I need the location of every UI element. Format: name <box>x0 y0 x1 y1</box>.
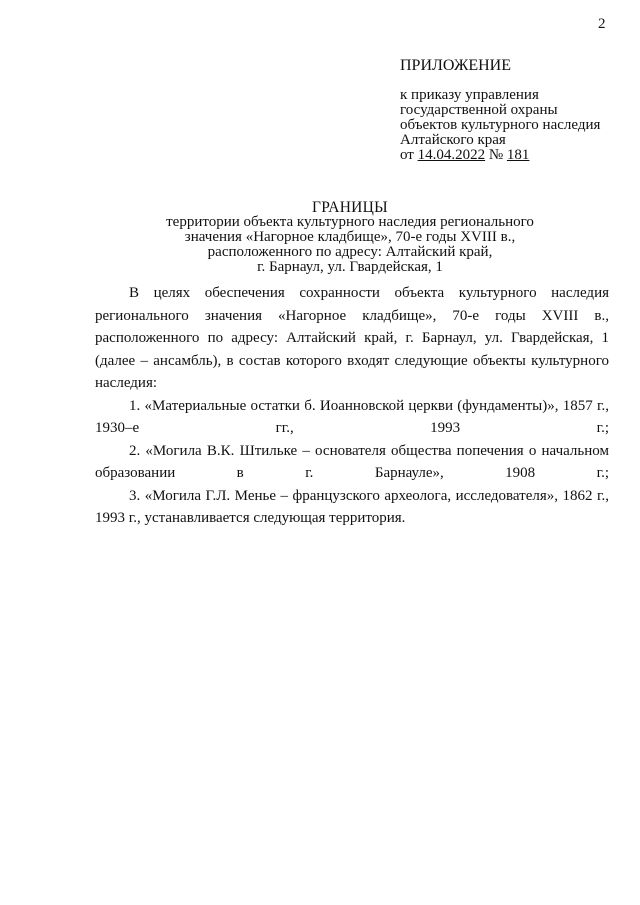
intro-paragraph: В целях обеспечения сохранности объекта культурного наследия регионального значения «Нагорное кладбище», 70-е годы XVIII в., расположенного по адресу: Алтайский край, г. Барнаул, ул. Гвардейская, 1 (далее – ансамбль), в состав которого входят следующие объекты культурного наследия: <box>95 285 609 391</box>
document-title: ГРАНИЦЫ <box>312 199 388 216</box>
title-line: г. Барнаул, ул. Гвардейская, 1 <box>257 259 443 275</box>
appendix-block <box>400 58 625 163</box>
appendix-heading: ПРИЛОЖЕНИЕ <box>400 57 512 74</box>
order-date: 14.04.2022 <box>417 147 486 163</box>
appendix-line: к приказу управления <box>400 87 539 103</box>
list-item: 3. «Могила Г.Л. Менье – французского археолога, исследователя», 1862 г., 1993 г., устанавливается следующая территория. <box>95 487 609 526</box>
page-number: 2 <box>598 16 606 32</box>
appendix-date-line <box>400 148 625 163</box>
date-prefix: от <box>400 147 414 163</box>
list-item: 2. «Могила В.К. Штильке – основателя общества попечения о начальном образовании в г. Барнауле», 1908 г.; <box>95 442 609 481</box>
document-title-block <box>100 200 600 275</box>
title-line: значения «Нагорное кладбище», 70-е годы XVIII в., <box>184 229 516 245</box>
number-prefix: № <box>488 147 504 163</box>
title-line: территории объекта культурного наследия регионального <box>166 214 534 230</box>
appendix-line: Алтайского края <box>400 132 506 148</box>
title-line: расположенного по адресу: Алтайский край, <box>207 244 493 260</box>
appendix-line: государственной охраны <box>400 102 558 118</box>
order-number: 181 <box>506 147 530 163</box>
appendix-line: объектов культурного наследия <box>400 117 601 133</box>
list-item: 1. «Материальные остатки б. Иоанновской церкви (фундаменты)», 1857 г., 1930–е гг., 1993 г.; <box>95 397 609 436</box>
body-text <box>95 282 609 530</box>
